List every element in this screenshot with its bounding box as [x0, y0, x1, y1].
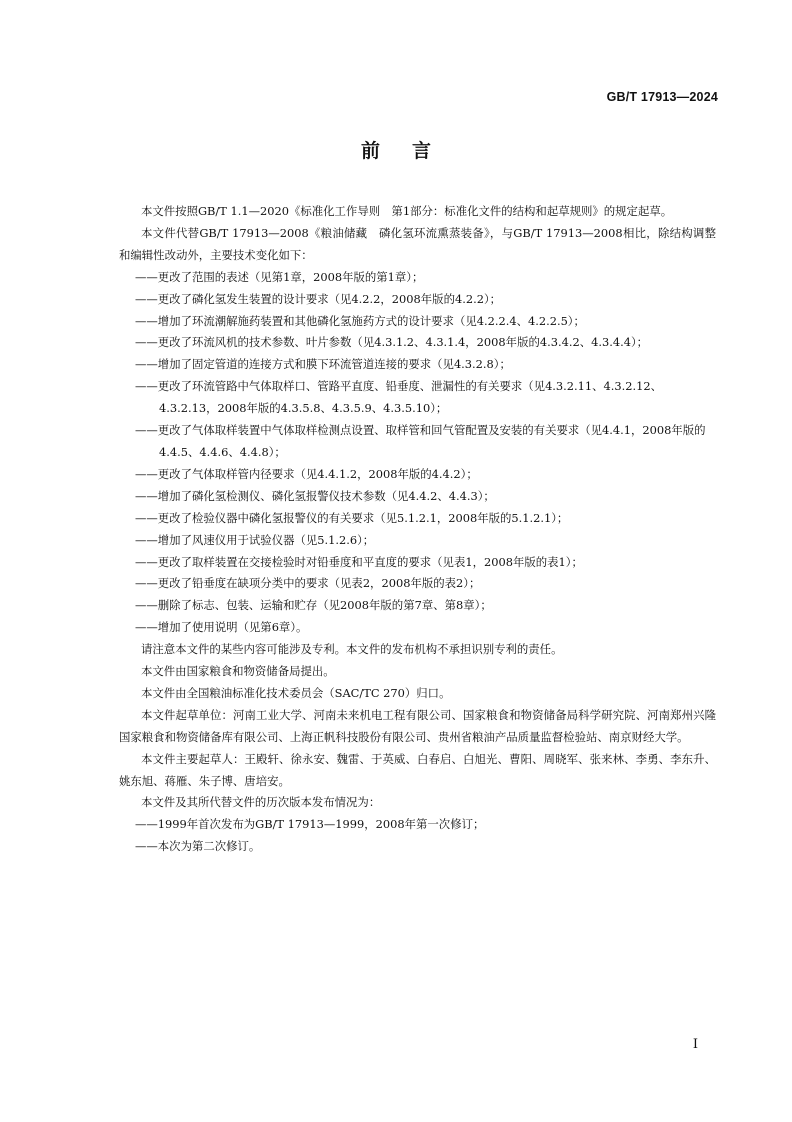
change-item: ——更改了气体取样装置中气体取样检测点设置、取样管和回气管配置及安装的有关要求（见4.4.1，2008年版的4.4.5、4.4.6、4.4.8）；: [135, 423, 706, 459]
change-item: ——更改了铅垂度在缺项分类中的要求（见表2，2008年版的表2）；: [135, 576, 481, 591]
change-item: ——更改了范围的表述（见第1章，2008年版的第1章）；: [135, 269, 424, 284]
title-char-1: 前: [360, 140, 380, 162]
paragraph-proposer: 本文件由国家粮食和物资储备局提出。: [141, 664, 335, 679]
change-item: ——增加了使用说明（见第6章）。: [135, 620, 308, 635]
paragraph-drafting-units: 本文件起草单位：河南工业大学、河南未来机电工程有限公司、国家粮食和物资储备局科学研究院、河南郑州兴隆国家粮食和物资储备库有限公司、上海正帆科技股份有限公司、贵州省粮油产品质量监督检验站、南京财经大学。: [119, 707, 716, 744]
change-item: ——更改了磷化氢发生装置的设计要求（见4.2.2，2008年版的4.2.2）；: [135, 291, 502, 306]
page-title: [0, 136, 792, 163]
paragraph-replacement: 本文件代替GB/T 17913—2008《粮油储藏 磷化氢环流熏蒸装备》，与GB/T 17913—2008相比，除结构调整和编辑性改动外，主要技术变化如下：: [119, 225, 716, 262]
change-item: ——更改了环流管路中气体取样口、管路平直度、铅垂度、泄漏性的有关要求（见4.3.2.11、4.3.2.12、4.3.2.13，2008年版的4.3.5.8、4.3.5.9、4.3.5.10）；: [135, 379, 663, 416]
change-item: ——增加了风速仪用于试验仪器（见5.1.2.6）；: [135, 532, 375, 547]
history-item: ——本次为第二次修订。: [135, 839, 261, 854]
change-item: ——更改了环流风机的技术参数、叶片参数（见4.3.1.2、4.3.1.4，2008年版的4.3.4.2、4.3.4.4）；: [135, 335, 649, 350]
change-item: ——更改了检验仪器中磷化氢报警仪的有关要求（见5.1.2.1，2008年版的5.1.2.1）；: [135, 510, 569, 525]
page-number: I: [692, 1037, 698, 1052]
change-item: ——增加了环流潮解施药装置和其他磷化氢施药方式的设计要求（见4.2.2.4、4.2.2.5）；: [135, 313, 585, 328]
standard-code: GB/T 17913—2024: [606, 90, 718, 104]
history-item: ——1999年首次发布为GB/T 17913—1999，2008年第一次修订；: [135, 817, 485, 832]
change-item: ——增加了固定管道的连接方式和膜下环流管道连接的要求（见4.3.2.8）；: [135, 357, 511, 372]
change-item: ——删除了标志、包装、运输和贮存（见2008年版的第7章、第8章）；: [135, 598, 492, 613]
foreword-body: [119, 201, 716, 858]
paragraph-patent-notice: 请注意本文件的某些内容可能涉及专利。本文件的发布机构不承担识别专利的责任。: [141, 642, 563, 657]
paragraph-history-intro: 本文件及其所代替文件的历次版本发布情况为：: [141, 795, 381, 810]
change-list: [119, 267, 716, 639]
paragraph-drafters: 本文件主要起草人：王殿轩、徐永安、魏雷、于英威、白春启、白旭光、曹阳、周晓军、张来林、李勇、李东升、姚东旭、蒋雁、朱子博、唐培安。: [119, 751, 716, 788]
history-list: [119, 814, 716, 858]
change-item: ——更改了取样装置在交接检验时对铅垂度和平直度的要求（见表1，2008年版的表1）；: [135, 554, 583, 569]
change-item: ——更改了气体取样管内径要求（见4.4.1.2，2008年版的4.4.2）；: [135, 466, 478, 481]
paragraph-drafting-basis: 本文件按照GB/T 1.1—2020《标准化工作导则 第1部分：标准化文件的结构和起草规则》的规定起草。: [141, 204, 673, 218]
paragraph-committee: 本文件由全国粮油标准化技术委员会（SAC/TC 270）归口。: [141, 685, 451, 700]
title-char-2: 言: [412, 140, 432, 162]
change-item: ——增加了磷化氢检测仪、磷化氢报警仪技术参数（见4.4.2、4.4.3）；: [135, 488, 495, 503]
